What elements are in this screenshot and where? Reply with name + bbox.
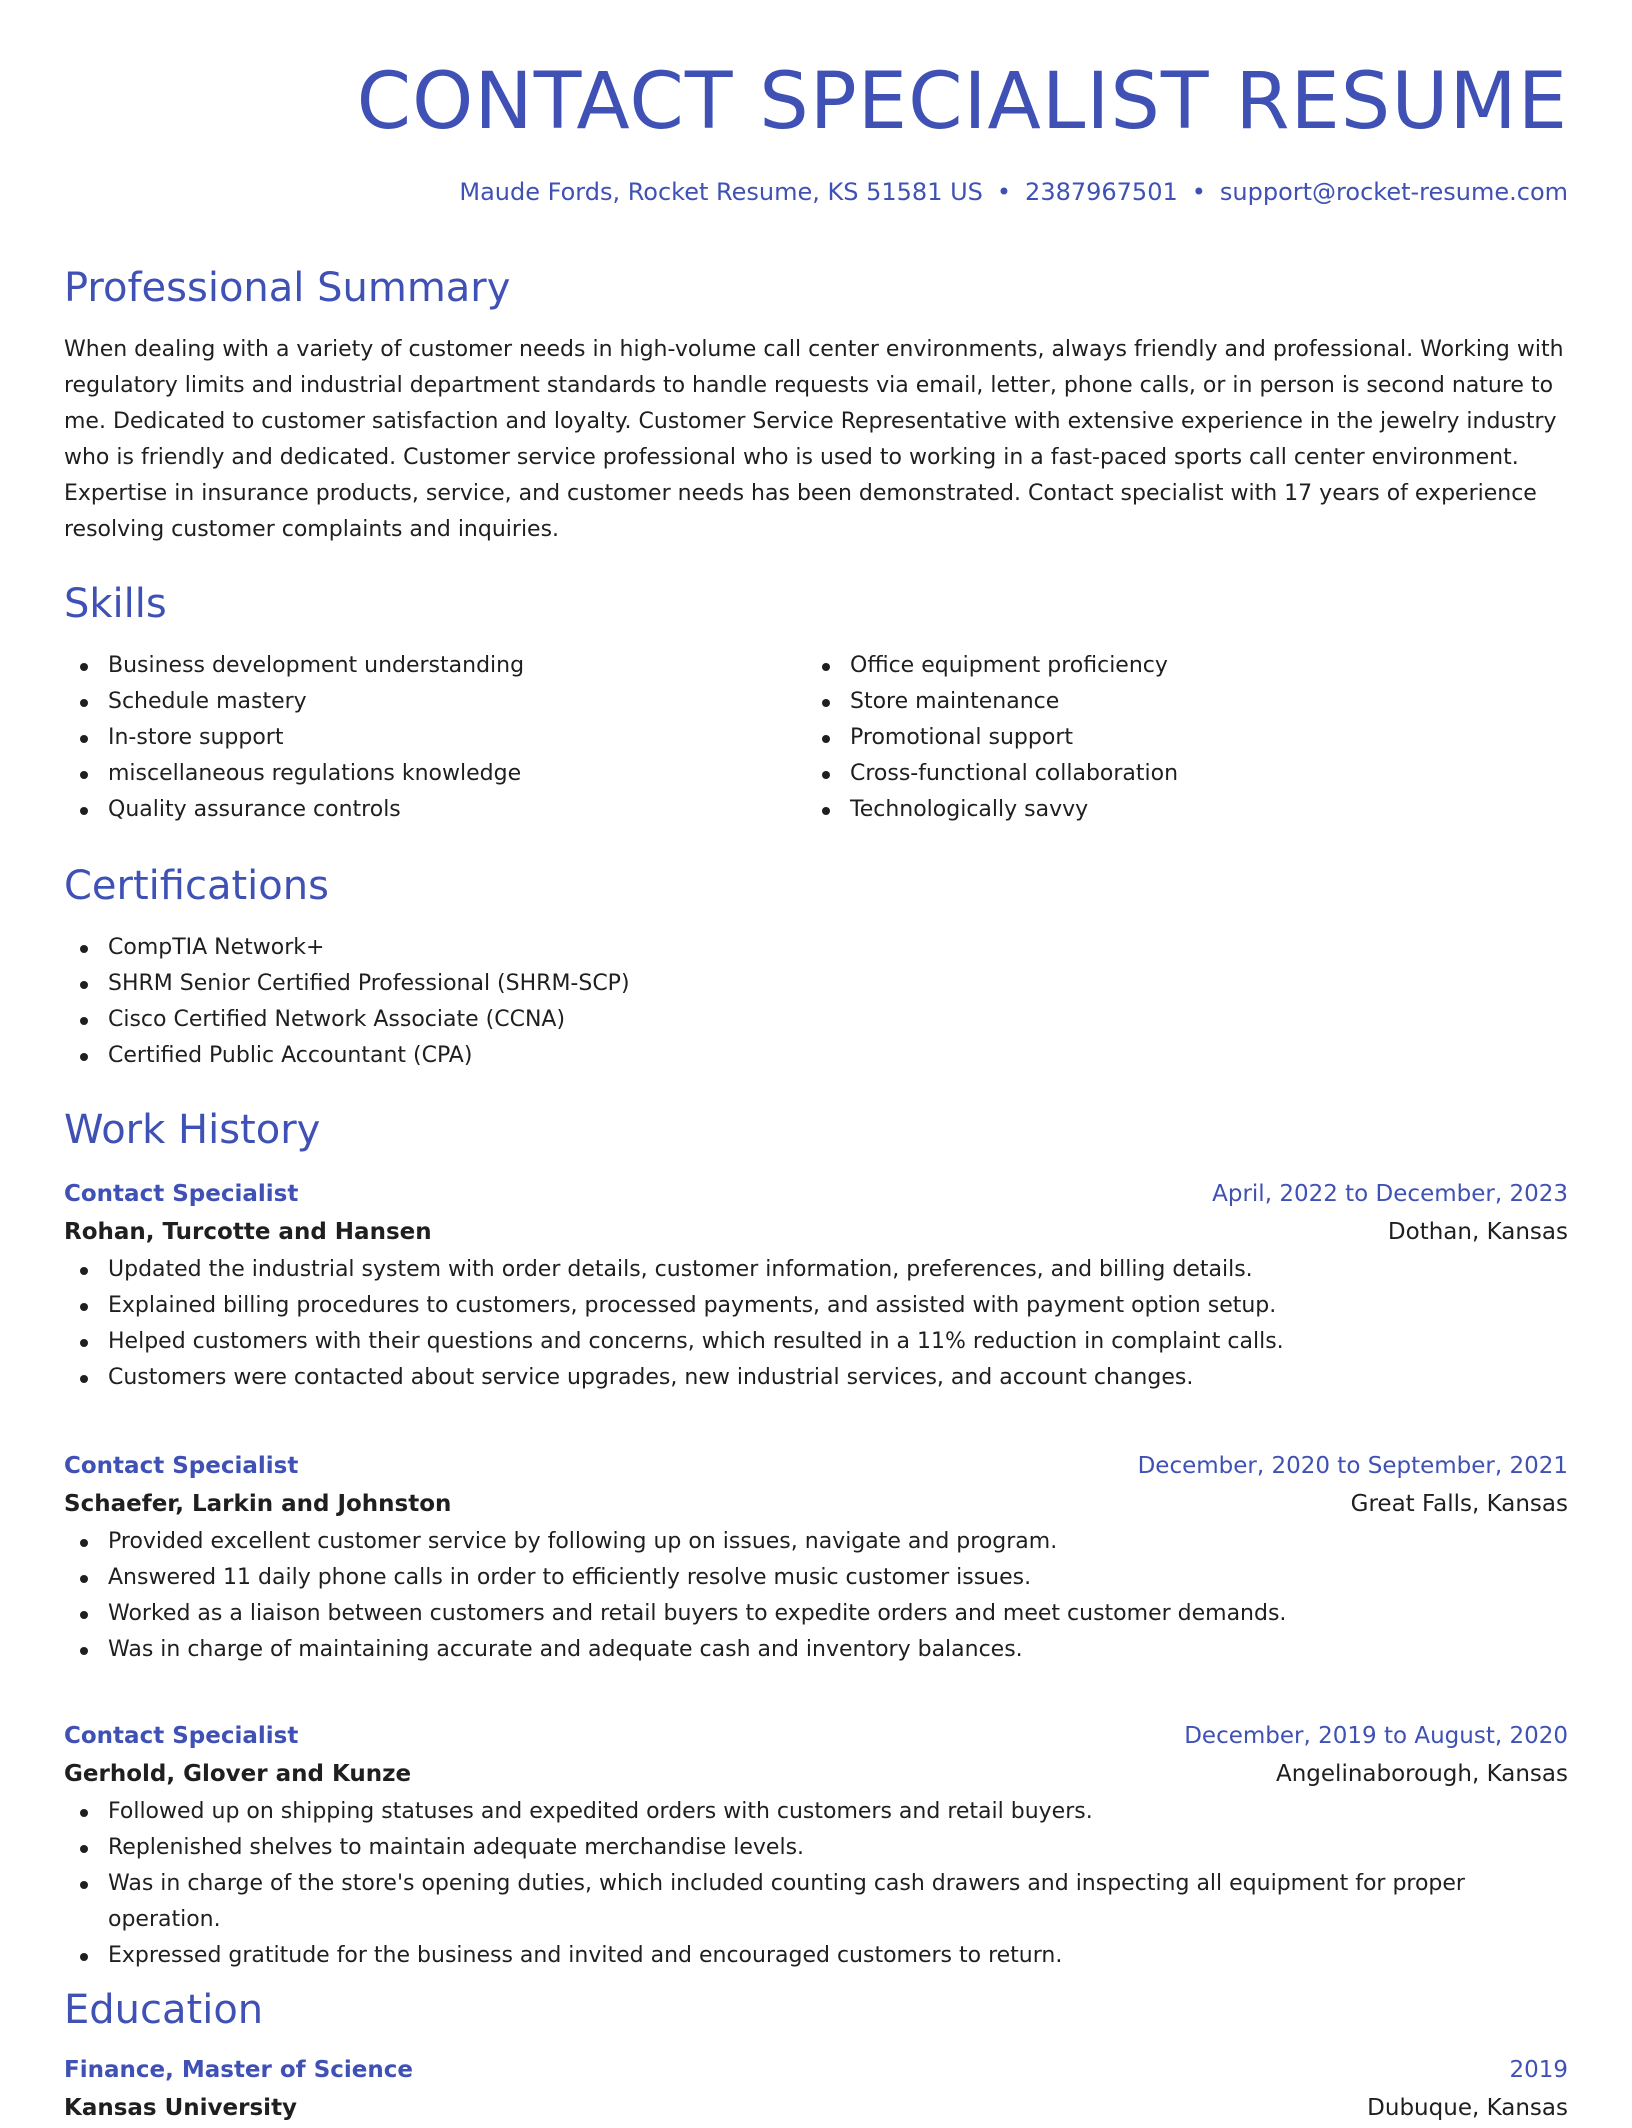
skill-item: Quality assurance controls (64, 792, 806, 828)
job-entry (64, 1448, 1568, 1668)
certification-item: Certified Public Accountant (CPA) (64, 1038, 1568, 1074)
education-year: 2019 (1509, 2057, 1568, 2083)
summary-section (64, 262, 1568, 548)
skill-item: Store maintenance (806, 684, 1548, 720)
job-dates: April, 2022 to December, 2023 (1212, 1181, 1568, 1207)
contact-line (64, 176, 1568, 208)
summary-text: When dealing with a variety of customer needs in high-volume call center environments, always friendly and professional. Working with regulatory limits and industrial department standards to handle requests via email, letter, phone calls, or in person is second nature to me. Dedicated to customer satisfaction and loyalty. Customer Service Representative with extensive experience in the jewelry industry who is friendly and dedicated. Customer service professional who is used to working in a fast-paced sports call center environment. Expertise in insurance products, service, and customer needs has been demonstrated. Contact specialist with 17 years of experience resolving customer complaints and inquiries. (64, 337, 1564, 542)
job-dates: December, 2019 to August, 2020 (1184, 1723, 1568, 1749)
certification-item: CompTIA Network+ (64, 930, 1568, 966)
job-bullet: Followed up on shipping statuses and expedited orders with customers and retail buyers. (64, 1794, 1568, 1830)
skills-list-right (806, 648, 1548, 828)
job-company: Gerhold, Glover and Kunze (64, 1761, 412, 1787)
job-bullet: Helped customers with their questions and concerns, which resulted in a 11% reduction in complaint calls. (64, 1324, 1568, 1360)
job-location: Angelinaborough, Kansas (1276, 1761, 1568, 1787)
certifications-heading: Certifications (64, 863, 329, 909)
certifications-list (64, 930, 1568, 1074)
skills-grid (64, 648, 1568, 828)
skill-item: Office equipment proficiency (806, 648, 1548, 684)
job-company: Schaefer, Larkin and Johnston (64, 1491, 452, 1517)
education-school-row (64, 2088, 1568, 2128)
job-location: Dothan, Kansas (1387, 1219, 1568, 1245)
job-bullet: Replenished shelves to maintain adequate merchandise levels. (64, 1830, 1568, 1866)
job-header-row (64, 1448, 1568, 1484)
resume-title: CONTACT SPECIALIST RESUME (356, 57, 1568, 147)
job-title: Contact Specialist (64, 1181, 299, 1207)
skill-item: In-store support (64, 720, 806, 756)
education-section (64, 1984, 1568, 2128)
job-location: Great Falls, Kansas (1350, 1491, 1568, 1517)
job-bullets (64, 1524, 1568, 1668)
job-bullet: Explained billing procedures to customers, processed payments, and assisted with payment option setup. (64, 1288, 1568, 1324)
summary-heading: Professional Summary (64, 265, 511, 311)
job-title: Contact Specialist (64, 1453, 299, 1479)
work-history-heading-block (64, 1104, 1568, 1156)
job-title: Contact Specialist (64, 1723, 299, 1749)
education-header-row (64, 2052, 1568, 2088)
job-bullet: Was in charge of maintaining accurate and adequate cash and inventory balances. (64, 1632, 1568, 1668)
skills-section (64, 578, 1568, 828)
skills-list-left (64, 648, 806, 828)
job-bullets (64, 1252, 1568, 1396)
separator-dot: • (996, 178, 1012, 206)
certifications-section (64, 860, 1568, 1074)
contact-email: support@rocket-resume.com (1219, 178, 1568, 206)
job-bullet: Provided excellent customer service by following up on issues, navigate and program. (64, 1524, 1568, 1560)
certification-item: SHRM Senior Certified Professional (SHRM-SCP) (64, 966, 1568, 1002)
job-header-row (64, 1718, 1568, 1754)
skills-heading: Skills (64, 581, 167, 627)
job-header-row (64, 1176, 1568, 1212)
skill-item: Schedule mastery (64, 684, 806, 720)
job-company: Rohan, Turcotte and Hansen (64, 1219, 432, 1245)
education-heading: Education (64, 1987, 264, 2033)
certification-item: Cisco Certified Network Associate (CCNA) (64, 1002, 1568, 1038)
education-location: Dubuque, Kansas (1367, 2095, 1568, 2121)
job-bullet: Was in charge of the store's opening duties, which included counting cash drawers and inspecting all equipment for proper operation. (64, 1866, 1568, 1938)
skill-item: Technologically savvy (806, 792, 1548, 828)
skill-item: Business development understanding (64, 648, 806, 684)
education-degree: Finance, Master of Science (64, 2057, 413, 2083)
job-company-row (64, 1754, 1568, 1794)
skill-item: miscellaneous regulations knowledge (64, 756, 806, 792)
job-entry (64, 1718, 1568, 1974)
skill-item: Promotional support (806, 720, 1548, 756)
job-company-row (64, 1484, 1568, 1524)
contact-address: Maude Fords, Rocket Resume, KS 51581 US (459, 178, 983, 206)
job-bullet: Customers were contacted about service upgrades, new industrial services, and account changes. (64, 1360, 1568, 1396)
job-entry (64, 1176, 1568, 1396)
separator-dot: • (1191, 178, 1206, 206)
skill-item: Cross-functional collaboration (806, 756, 1548, 792)
job-bullet: Worked as a liaison between customers and retail buyers to expedite orders and meet customer demands. (64, 1596, 1568, 1632)
education-school: Kansas University (64, 2095, 298, 2121)
job-bullet: Updated the industrial system with order details, customer information, preferences, and billing details. (64, 1252, 1568, 1288)
job-bullets (64, 1794, 1568, 1974)
job-bullet: Answered 11 daily phone calls in order to efficiently resolve music customer issues. (64, 1560, 1568, 1596)
job-bullet: Expressed gratitude for the business and invited and encouraged customers to return. (64, 1938, 1568, 1974)
job-company-row (64, 1212, 1568, 1252)
work-history-heading: Work History (64, 1107, 321, 1153)
contact-phone: 2387967501 (1025, 178, 1178, 206)
job-dates: December, 2020 to September, 2021 (1137, 1453, 1568, 1479)
